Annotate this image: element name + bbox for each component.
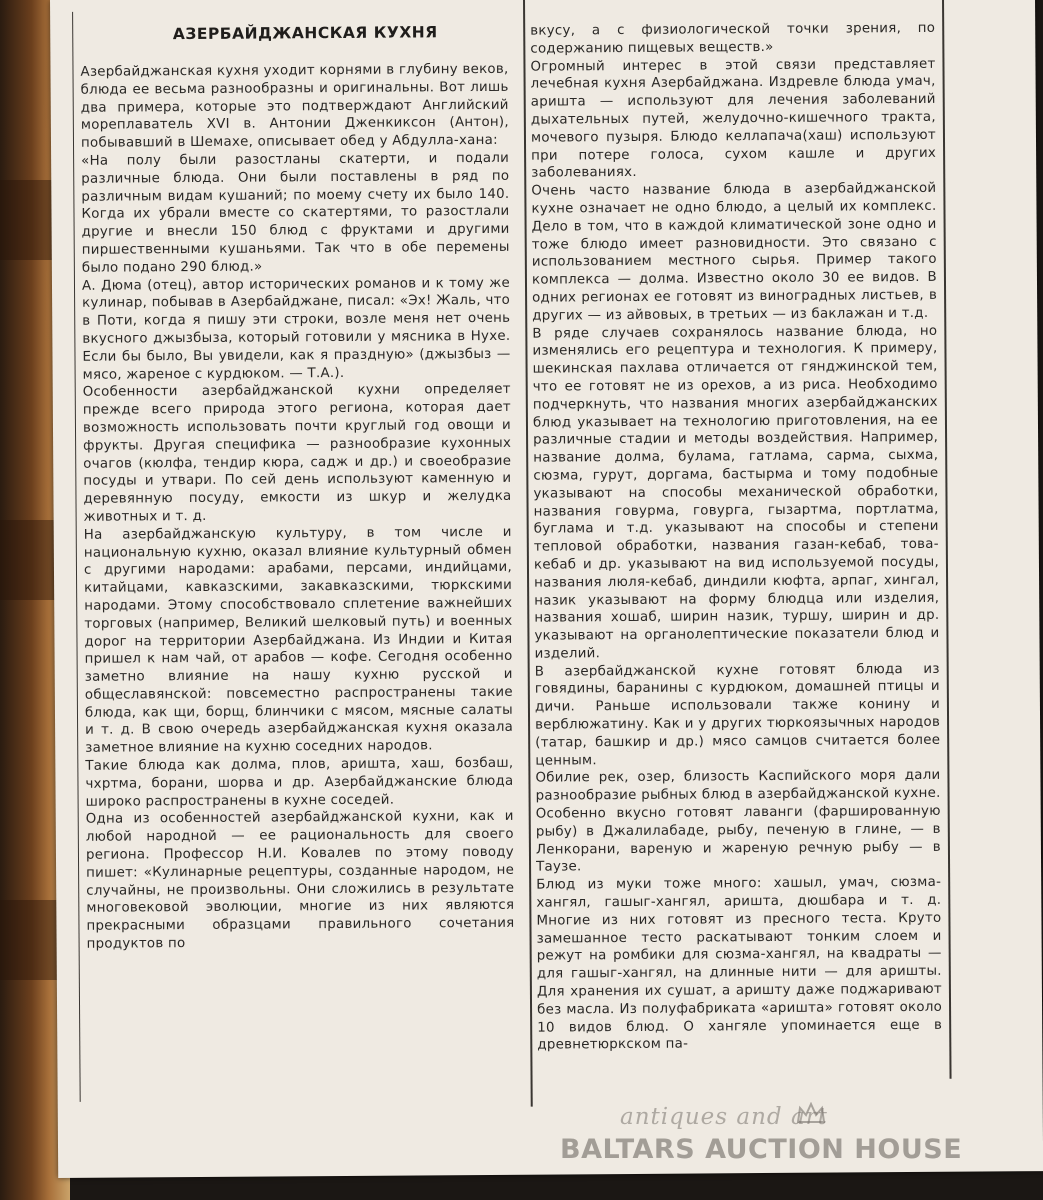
right-margin-rule: [942, 0, 952, 1079]
paragraph: На азербайджанскую культуру, в том числе и национальную кухню, оказал влияние культурный обмен с другими народами: арабами, персами, индийцами, китайцами, кавказскими, закавказскими, тюркскими народами. Этому способствовало сплетение важнейших торговых (например, Великий шелковый путь) и военных дорог на территории Азербайджана. Из Индии и Китая пришел к нам чай, от арабов — кофе. Сегодня особенно заметно влияние на нашу кухню русской и общеславянской: повсеместно распространены такие блюда, как щи, борщ, блинчики с мясом, мясные салаты и т. д. В свою очередь азербайджанская кухня оказала заметное влияние на кухню соседних народов.: [83, 524, 514, 757]
paragraph: Блюд из муки тоже много: хашыл, умач, сюзма-хангял, гашыг-хангял, аришта, дюшбара и т. д. Многие из них готовят из пресного теста. Круто замешанное тесто раскатывают тонким слоем и режут на ромбики для сюзма-хангял, на квадраты — для гашыг-хангял, на длинные нити — для аришты. Для хранения их сушат, а аришту даже поджаривают без масла. Из полуфабриката «аришта» готовят около 10 видов блюд. О хангяле упоминается еще в древнетюркском па-: [536, 875, 943, 1054]
paragraph: Такие блюда как долма, плов, аришта, хаш, бозбаш, чхртма, борани, шорва и др. Азербайджанские блюда широко распространены в кухне соседей.: [85, 755, 514, 810]
auction-watermark: [560, 1104, 980, 1184]
right-column: [530, 20, 942, 1055]
watermark-brand: BALTARS AUCTION HOUSE: [560, 1134, 963, 1165]
paragraph: «На полу были разостланы скатерти, и подали различные блюда. Они были поставлены в ряд по различным видам кушаний; по моему счету их было 140. Когда их убрали вместе со скатертями, то разостлали другие и внесли 150 блюд с фруктами и другими пиршественными кушаньями. Так что в обе перемены было подано 290 блюд.»: [81, 150, 510, 276]
paragraph: В азербайджанской кухне готовят блюда из говядины, баранины с курдюком, домашней птицы и дичи. Раньше использовали также конину и верблюжатину. Как и у других тюркоязычных народов (татар, башкир и др.) мясо самцов считается более ценным.: [534, 661, 941, 769]
paragraph: Огромный интерес в этой связи представляет лечебная кухня Азербайджана. Издревле блюда умач, аришта — используют для лечения заболеваний дыхательных путей, желудочно-кишечного тракта, мочевого пузыря. Блюдо келлапача(хаш) используют при потере голоса, сухом кашле и других заболеваниях.: [530, 56, 937, 182]
paragraph: Азербайджанская кухня уходит корнями в глубину веков, блюда ее весьма разнообразны и оригинальны. Вот лишь два примера, которые это подтверждают Английский мореплаватель XVI в. Антонии Дженкиксон (Антон), побывавший в Шемахе, описывает обед у Абдулла-хана:: [80, 61, 509, 151]
paragraph: вкусу, а с физиологической точки зрения, по содержанию пищевых веществ.»: [530, 20, 936, 57]
paragraph: А. Дюма (отец), автор исторических романов и к тому же кулинар, побывав в Азербайджане, писал: «Эх! Жаль, что в Поти, когда я пишу эти строки, возле меня нет очень вкусного джызбыза, который готовили у мясника в Нухе. Если бы было, Вы увидели, как я праздную» (джызбыз — мясо, жареное с курдюком. — Т.А.).: [81, 275, 511, 383]
paragraph: Очень часто название блюда в азербайджанской кухне означает не одно блюдо, а целый их комплекс. Дело в том, что в каждой климатической зоне одно и тоже блюдо имеет разновидности. Это связано с использованием местного сырья. Пример такого комплекса — долма. Известно около 30 ее видов. В одних регионах ее готовят из виноградных листьев, в других — из айвовых, в третьих — из баклажан и т.д.: [531, 180, 938, 324]
book-page: [50, 0, 1043, 1178]
left-column: [80, 61, 514, 954]
watermark-tagline: antiques and art: [620, 1104, 828, 1130]
paragraph: В ряде случаев сохранялось название блюда, но изменялись его рецептура и технология. К примеру, шекинская пахлава отличается от гянджинской тем, что ее готовят не из орехов, а из риса. Необходимо подчеркнуть, что названия многих азербайджанских блюд указывает на технологию приготовления, на ее различные стадии и методы воздействия. Например, название долма, булама, гатлама, сарма, сыхма, сюзма, гурут, доргама, бастырма и тому подобные указывают на способы механической обработки, названия говурма, говурга, гызартма, портлатма, буглама и т.д. указывают на способы и степени тепловой обработки, названия газан-кебаб, това-кебаб и др. указывают на вид используемой посуды, названия люля-кебаб, диндили кюфта, арпаг, хингал, назик указывают на форму блюдца или изделия, названия хошаб, ширин назик, туршу, ширин и др. указывают на органолептические показатели блюд и изделий.: [532, 323, 940, 662]
article-title: АЗЕРБАЙДЖАНСКАЯ КУХНЯ: [172, 23, 438, 44]
paragraph: Одна из особенностей азербайджанской кухни, как и любой народной — ее рациональность для своего региона. Профессор Н.И. Ковалев по этому поводу пишет: «Кулинарные рецептуры, созданные народом, не случайны, не произвольны. Они сложились в результате многовековой эволюции, многие из них являются прекрасными образцами правильного сочетания продуктов по: [85, 809, 515, 952]
paragraph: Обилие рек, озер, близость Каспийского моря дали разнообразие рыбных блюд в азербайджанской кухне. Особенно вкусно готовят лаванги (фаршированную рыбу) в Джалилабаде, рыбу, печеную в глине, — в Ленкорани, вареную и жареную речную рыбу — в Таузе.: [535, 768, 941, 876]
paragraph: Особенности азербайджанской кухни определяет прежде всего природа этого региона, которая дает возможность использовать почти круглый год овощи и фрукты. Другая специфика — разнообразие кухонных очагов (кюлфа, тендир кюра, садж и др.) и своеобразие посуды и утвари. По сей день используют каменную и деревянную посуду, емкости из шкур и желудка животных и т. д.: [82, 382, 512, 525]
left-margin-rule: [72, 12, 81, 1102]
